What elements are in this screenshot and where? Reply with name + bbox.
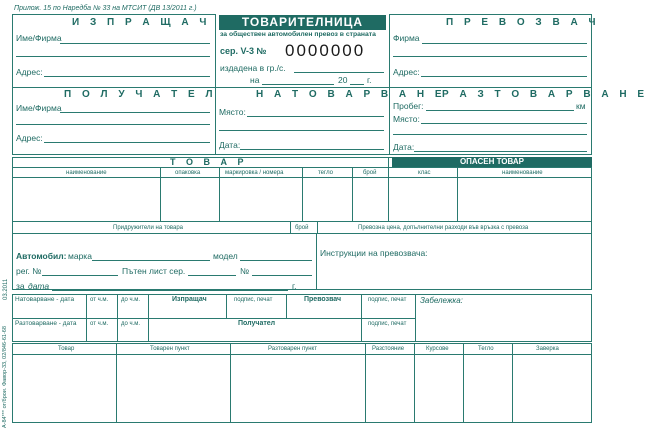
dangerous-goods-title: ОПАСЕН ТОВАР — [392, 157, 592, 167]
col-marking: маркировка / номера — [225, 170, 284, 176]
waybill-series-line[interactable] — [188, 275, 236, 276]
for-label: за — [16, 281, 25, 291]
sender-sign-title: Изпращач — [172, 296, 207, 303]
loading-from: от ч.м. — [90, 297, 109, 303]
reg-label: рег. № — [16, 266, 42, 276]
col-class: клас — [418, 170, 431, 176]
sender-sign: подпис, печат — [234, 297, 273, 303]
carrier-sign: подпис, печат — [368, 297, 407, 303]
bottom-col-goods: Товар — [58, 346, 75, 352]
carrier-sign-title: Превозвач — [304, 296, 342, 303]
vehicle-year-suffix: г. — [292, 281, 297, 291]
vehicle-box — [12, 233, 317, 290]
receiver-address-label: Адрес: — [16, 133, 43, 143]
sender-title: И З П Р А Щ А Ч — [72, 17, 211, 28]
vehicle-make-label: марка — [68, 251, 92, 261]
accompanying-count: брой — [295, 225, 309, 231]
unloading-date-label: Дата: — [393, 142, 415, 152]
loading-place-line-2[interactable] — [219, 130, 384, 131]
loading-place-line[interactable] — [247, 116, 384, 117]
remarks-label: Забележка: — [420, 296, 463, 305]
doc-number: 0000000 — [285, 41, 366, 60]
bottom-col-weight: Тегло — [478, 346, 494, 352]
waybill-date-line[interactable] — [52, 290, 288, 291]
unloading-title: Р А З Т О В А Р В А Н Е — [442, 89, 648, 100]
receiver-name-line-2[interactable] — [16, 124, 210, 125]
unloading-place-label: Място: — [393, 114, 420, 124]
receiver-address-line[interactable] — [44, 142, 210, 143]
goods-title: Т О В А Р — [170, 157, 248, 167]
bottom-col-unloading-point: Разтоварен пункт — [268, 346, 317, 352]
year-suffix: г. — [367, 75, 372, 85]
top-note: Прилож. 15 по Наредба № 33 на МТСИТ (ДВ 13/2011 г.) — [14, 5, 197, 12]
issued-city-line[interactable] — [294, 72, 384, 73]
receiver-sign: подпис, печат — [368, 321, 407, 327]
vehicle-label: Автомобил: — [16, 251, 67, 261]
vehicle-model-label: модел — [213, 251, 238, 261]
year-label: 20 — [338, 75, 348, 85]
loading-date-label: Дата: — [219, 140, 241, 150]
unloading-date-line[interactable] — [414, 151, 587, 152]
series-label: сер. V-3 № — [220, 46, 267, 56]
sender-name-line-2[interactable] — [16, 56, 210, 57]
loading-title: Н А Т О В А Р В А Н Е — [256, 89, 446, 100]
doc-title: ТОВАРИТЕЛНИЦА — [219, 15, 386, 30]
sender-name-label: Име/Фирма — [16, 33, 62, 43]
unloading-place-line-2[interactable] — [393, 134, 587, 135]
bottom-table — [12, 343, 592, 423]
col-packaging: опаковка — [175, 170, 201, 176]
issued-label: издадена в гр./с. — [220, 63, 286, 73]
vehicle-make-line[interactable] — [92, 260, 210, 261]
waybill-no-line[interactable] — [252, 275, 312, 276]
bottom-col-loading-point: Товарен пункт — [150, 346, 190, 352]
loading-place-label: Място: — [219, 107, 246, 117]
km-label: км — [576, 101, 586, 111]
mileage-label: Пробег: — [393, 101, 424, 111]
sender-address-line[interactable] — [44, 76, 210, 77]
unloading-row-label: Разтоварване - дата — [15, 320, 77, 327]
accompanying-label: Придружители на товара — [113, 225, 184, 231]
waybill-no-label: № — [240, 266, 250, 276]
carrier-firm-line[interactable] — [422, 43, 587, 44]
receiver-title: П О Л У Ч А Т Е Л — [64, 89, 217, 100]
sender-address-label: Адрес: — [16, 67, 43, 77]
waybill-label: Пътен лист сер. — [122, 266, 186, 276]
col-weight: тегло — [318, 170, 333, 176]
carrier-title: П Р Е В О З В А Ч — [446, 17, 600, 28]
loading-to: до ч.м. — [121, 297, 141, 303]
bottom-col-certification: Заверка — [536, 346, 559, 352]
carrier-address-line[interactable] — [421, 76, 587, 77]
loading-date-line[interactable] — [240, 149, 384, 150]
doc-subtitle: за обществен автомобилен превоз в страната — [220, 31, 376, 38]
vehicle-model-line[interactable] — [240, 260, 312, 261]
unloading-from: от ч.м. — [90, 321, 109, 327]
carrier-firm-label: Фирма — [393, 33, 420, 43]
reg-line[interactable] — [42, 275, 118, 276]
on-label: на — [250, 75, 260, 85]
issued-date-line[interactable] — [262, 84, 334, 85]
unloading-to: до ч.м. — [121, 321, 141, 327]
receiver-name-line[interactable] — [60, 112, 210, 113]
year-line[interactable] — [350, 84, 364, 85]
price-note: Превозна цена, допълнителни разходи във връзка с превоза — [358, 225, 529, 231]
instructions-label: Инструкции на превозвача: — [320, 248, 428, 258]
receiver-sign-title: Получател — [238, 320, 276, 327]
instructions-box — [316, 233, 592, 290]
col-goods-name: наименование — [66, 170, 107, 176]
bottom-col-trips: Курсове — [426, 346, 449, 352]
loading-row-label: Натоварване - дата — [15, 296, 75, 303]
mileage-line[interactable] — [426, 110, 574, 111]
carrier-firm-line-2[interactable] — [393, 56, 587, 57]
unloading-place-line[interactable] — [421, 123, 587, 124]
sender-name-line[interactable] — [60, 43, 210, 44]
col-count: брой — [363, 170, 377, 176]
col-dangerous-name: наименование — [502, 170, 543, 176]
side-date: 03.2011 — [3, 278, 9, 300]
carrier-address-label: Адрес: — [393, 67, 420, 77]
bottom-col-distance: Разстояние — [372, 346, 405, 352]
receiver-name-label: Име/Фирма — [16, 103, 62, 113]
side-code: A-84*** от/брои. Фавор-33, 02/846-61-68 — [2, 326, 8, 428]
date-word: дата — [28, 281, 50, 291]
